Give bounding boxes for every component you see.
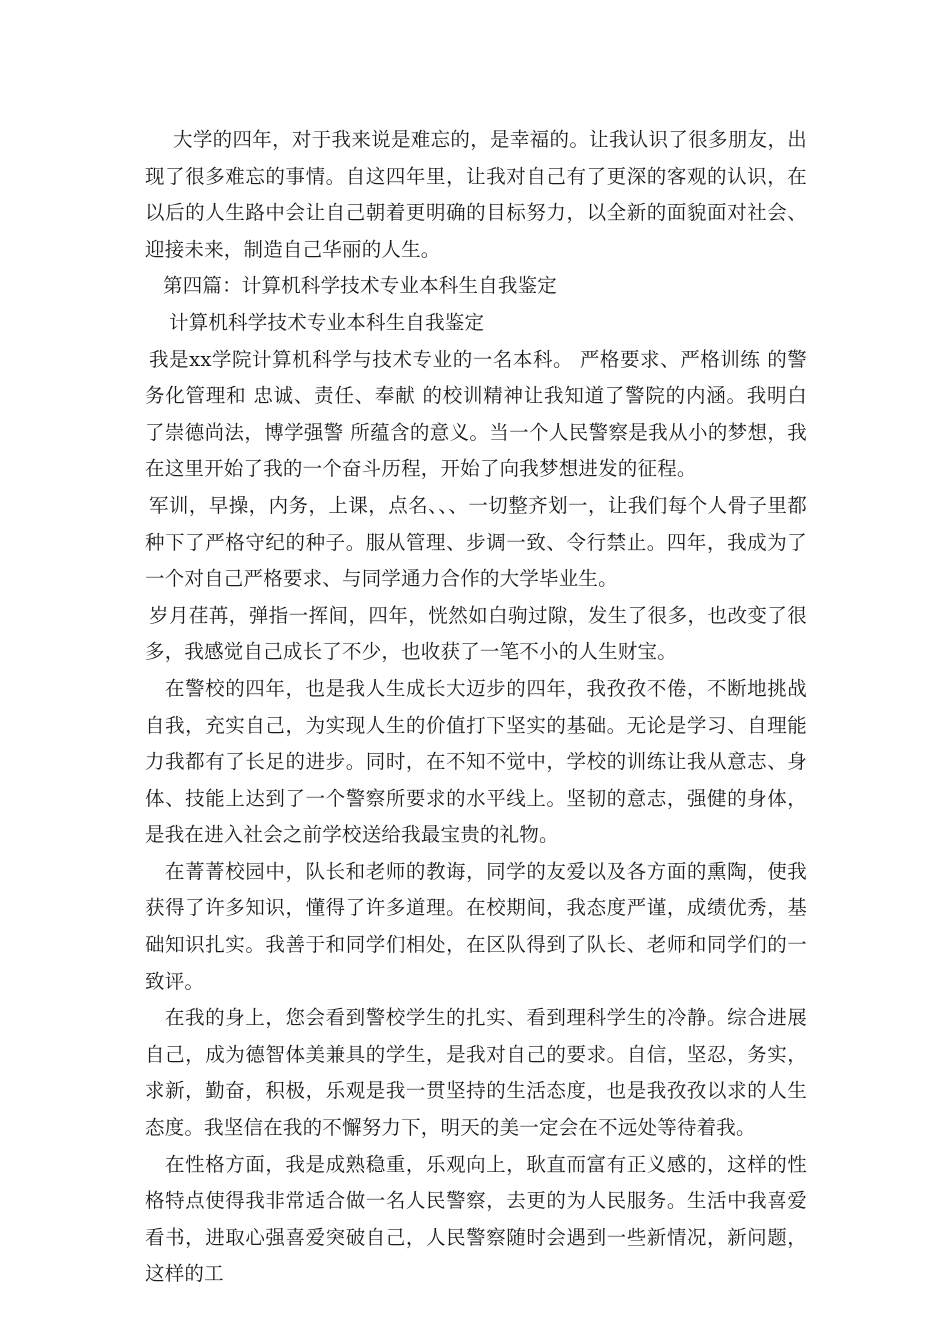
paragraph-campus-life: 在菁菁校园中，队长和老师的教诲，同学的友爱以及各方面的熏陶，使我获得了许多知识，懂得了许多道理。在校期间，我态度严谨，成绩优秀，基础知识扎实。我善于和同学们相处，在区队得到了队长、老师和同学们的一致评。 (145, 859, 807, 993)
document-body (145, 122, 807, 1293)
paragraph-university-years: 大学的四年，对于我来说是难忘的，是幸福的。让我认识了很多朋友，出现了很多难忘的事情。自这四年里，让我对自己有了更深的客观的认识，在以后的人生路中会让自己朝着更明确的目标努力，以全新的面貌面对社会、迎接未来，制造自己华丽的人生。 (145, 128, 807, 261)
paragraph-introduction: 我是xx学院计算机科学与技术专业的一名本科。 严格要求、严格训练 的警务化管理和 忠诚、责任、奉献 的校训精神让我知道了警院的内涵。我明白了崇德尚法，博学强警 所蕴含的意义。当一个人民警察是我从小的梦想，我在这里开始了我的一个奋斗历程，开始了向我梦想进发的征程。 (145, 347, 807, 481)
paragraph-time-passing: 岁月荏苒，弹指一挥间，四年，恍然如白驹过隙，发生了很多，也改变了很多，我感觉自己成长了不少，也收获了一笔不小的人生财宝。 (145, 603, 807, 664)
section-title: 计算机科学技术专业本科生自我鉴定 (169, 310, 485, 334)
paragraph-personal-qualities: 在我的身上，您会看到警校学生的扎实、看到理科学生的冷静。综合进展自己，成为德智体美兼具的学生，是我对自己的要求。自信，坚忍，务实，求新，勤奋，积极，乐观是我一贯坚持的生活态度，也是我孜孜以求的人生态度。我坚信在我的不懈努力下，明天的美一定会在不远处等待着我。 (145, 1006, 807, 1140)
section-heading: 第四篇：计算机科学技术专业本科生自我鉴定 (163, 274, 558, 298)
paragraph-police-school: 在警校的四年，也是我人生成长大迈步的四年，我孜孜不倦，不断地挑战自我，充实自己，为实现人生的价值打下坚实的基础。无论是学习、自理能力我都有了长足的进步。同时，在不知不觉中，学校的训练让我从意志、身体、技能上达到了一个警察所要求的水平线上。坚韧的意志，强健的身体，是我在进入社会之前学校送给我最宝贵的礼物。 (145, 676, 807, 847)
paragraph-military-training: 军训，早操，内务，上课，点名、、、一切整齐划一，让我们每个人骨子里都种下了严格守纪的种子。服从管理、步调一致、令行禁止。四年，我成为了一个对自己严格要求、与同学通力合作的大学毕业生。 (145, 493, 807, 591)
paragraph-personality: 在性格方面，我是成熟稳重，乐观向上，耿直而富有正义感的，这样的性格特点使得我非常适合做一名人民警察，去更的为人民服务。生活中我喜爱看书，进取心强喜爱突破自己，人民警察随时会遇到一些新情况，新问题，这样的工 (145, 1152, 807, 1286)
